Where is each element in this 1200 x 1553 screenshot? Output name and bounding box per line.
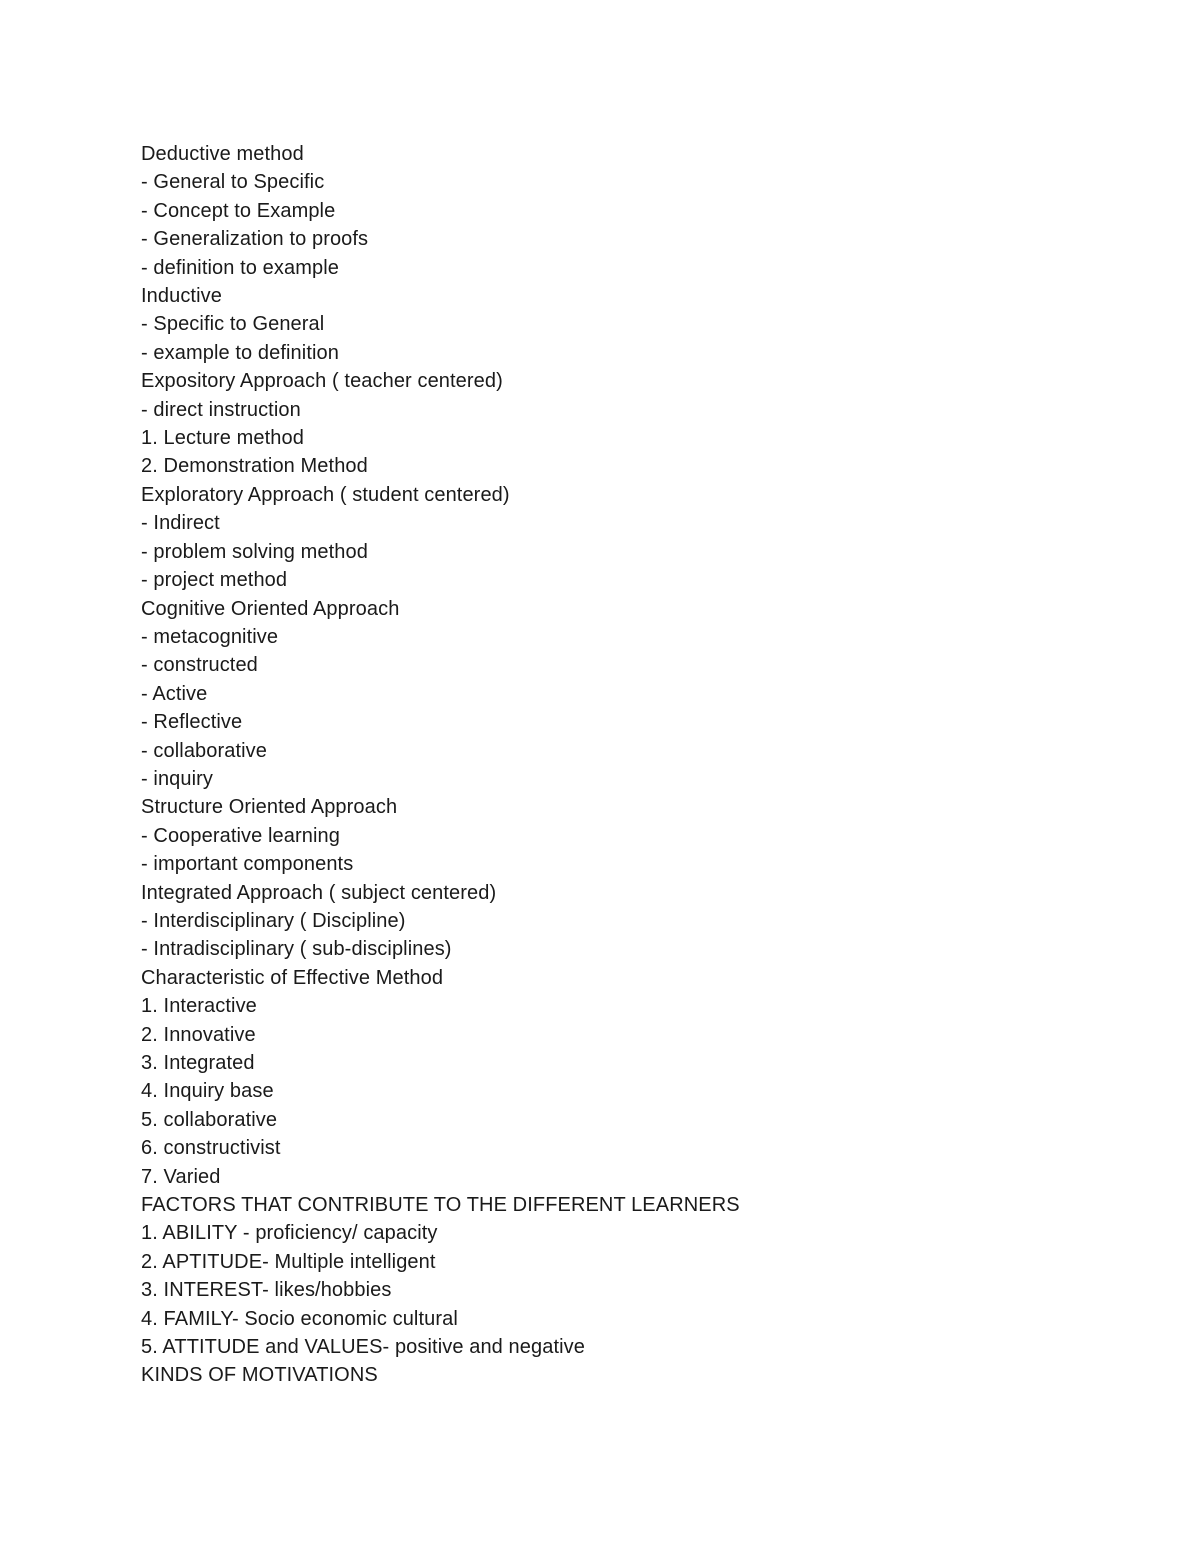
- text-line: - direct instruction: [141, 398, 301, 421]
- text-line: Cognitive Oriented Approach: [141, 597, 400, 620]
- text-line: Structure Oriented Approach: [141, 796, 398, 819]
- text-line: - problem solving method: [141, 540, 368, 563]
- text-line: - metacognitive: [141, 625, 279, 648]
- text-line: 3. Integrated: [141, 1052, 255, 1074]
- text-line: - constructed: [141, 654, 258, 677]
- text-line: 1. ABILITY - proficiency/ capacity: [141, 1222, 438, 1245]
- text-line: Characteristic of Effective Method: [141, 966, 444, 989]
- text-line: 1. Interactive: [141, 995, 257, 1018]
- text-line: Integrated Approach ( subject centered): [141, 881, 497, 904]
- text-line: - Interdisciplinary ( Discipline): [141, 909, 406, 932]
- text-line: KINDS OF MOTIVATIONS: [141, 1364, 378, 1387]
- text-line: 2. Innovative: [141, 1023, 256, 1046]
- text-line: 5. collaborative: [141, 1108, 278, 1131]
- text-line: - collaborative: [141, 739, 268, 762]
- text-line: - General to Specific: [141, 171, 325, 194]
- text-line: - Specific to General: [141, 313, 325, 336]
- text-line: - Reflective: [141, 711, 243, 734]
- text-line: Inductive: [141, 285, 222, 308]
- text-line: 4. FAMILY- Socio economic cultural: [141, 1307, 458, 1330]
- text-line: 5. ATTITUDE and VALUES- positive and negative: [141, 1336, 585, 1359]
- text-line: 2. Demonstration Method: [141, 455, 368, 478]
- text-line: - inquiry: [141, 767, 214, 790]
- text-line: 6. constructivist: [141, 1137, 281, 1160]
- text-line: - Concept to Example: [141, 199, 336, 222]
- text-line: 3. INTEREST- likes/hobbies: [141, 1279, 392, 1302]
- text-line: - project method: [141, 569, 288, 592]
- text-line: - Intradisciplinary ( sub-disciplines): [141, 938, 452, 961]
- text-line: Exploratory Approach ( student centered): [141, 483, 510, 506]
- text-line: - example to definition: [141, 341, 339, 364]
- text-line: - Cooperative learning: [141, 824, 340, 847]
- text-line: Expository Approach ( teacher centered): [141, 370, 503, 393]
- text-line: 4. Inquiry base: [141, 1080, 274, 1103]
- text-line: 2. APTITUDE- Multiple intelligent: [141, 1250, 436, 1273]
- text-line: - Indirect: [141, 512, 220, 535]
- text-line: Deductive method: [141, 143, 304, 165]
- text-line: - definition to example: [141, 256, 339, 279]
- text-line: 7. Varied: [141, 1165, 221, 1188]
- text-line: - Generalization to proofs: [141, 228, 369, 251]
- document-body: [141, 140, 1121, 1390]
- text-line: - important components: [141, 853, 354, 876]
- text-line: FACTORS THAT CONTRIBUTE TO THE DIFFERENT LEARNERS: [141, 1194, 740, 1217]
- text-line: 1. Lecture method: [141, 427, 304, 450]
- text-line: - Active: [141, 682, 208, 705]
